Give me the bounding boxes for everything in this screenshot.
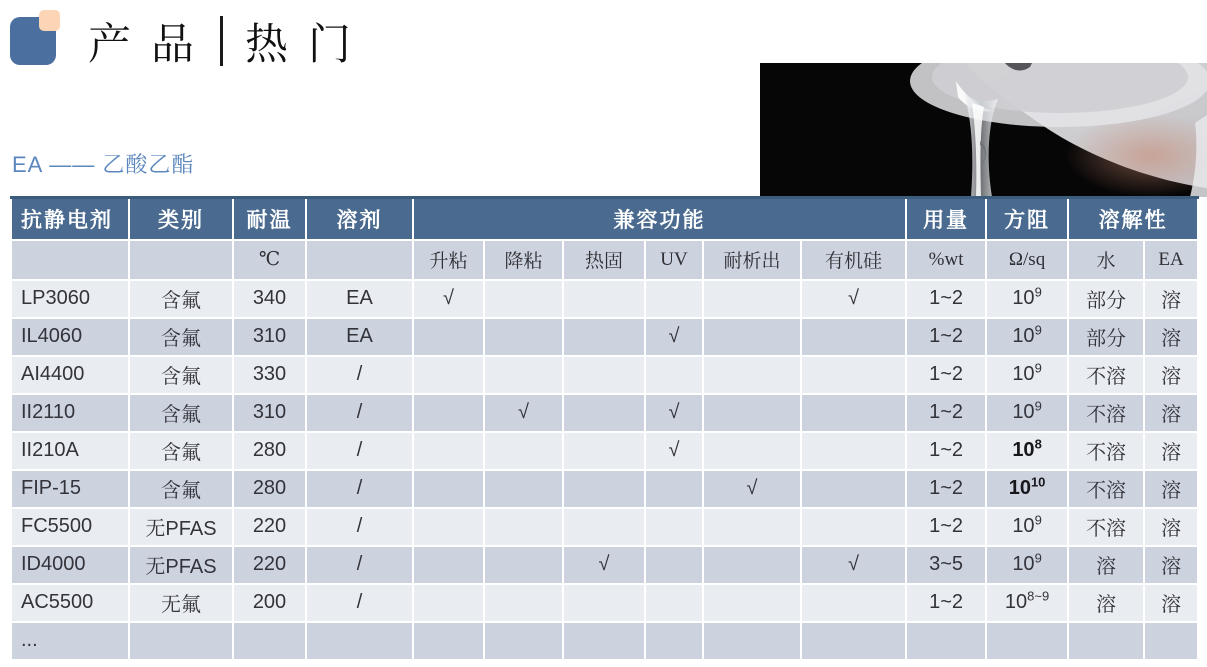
table-cell [645,584,703,622]
table-cell: 含氟 [129,432,233,470]
table-cell: 溶 [1144,546,1198,584]
table-cell [703,546,801,584]
table-cell: 1~2 [906,394,986,432]
table-cell: √ [563,546,645,584]
sub-header-cell: 有机硅 [801,240,906,280]
table-cell: FC5500 [11,508,129,546]
table-cell: 含氟 [129,318,233,356]
sub-header-cell [129,240,233,280]
sub-header-cell: %wt [906,240,986,280]
table-row [11,584,1198,622]
table-cell [233,622,306,660]
table-cell: AI4400 [11,356,129,394]
table-cell: ID4000 [11,546,129,584]
table-cell: / [306,470,413,508]
table-cell [645,356,703,394]
table-cell [484,356,563,394]
table-row [11,622,1198,660]
table-row [11,508,1198,546]
table-cell: / [306,584,413,622]
table-cell: 部分 [1068,280,1144,318]
table-cell: √ [645,432,703,470]
table-row [11,470,1198,508]
table-cell [645,546,703,584]
table-cell [703,508,801,546]
table-row [11,432,1198,470]
table-cell [801,318,906,356]
table-cell [1068,622,1144,660]
group-header-row [11,198,1198,240]
group-header-cell: 抗静电剂 [11,198,129,240]
table-cell [563,470,645,508]
table-cell [413,622,484,660]
table-cell: 部分 [1068,318,1144,356]
pouring-liquid-image [760,63,1207,197]
table-cell: 不溶 [1068,394,1144,432]
table-cell: 330 [233,356,306,394]
table-cell [645,280,703,318]
group-header-cell: 类别 [129,198,233,240]
table-cell: √ [703,470,801,508]
table-cell: / [306,546,413,584]
table-cell: 不溶 [1068,508,1144,546]
table-cell: 含氟 [129,394,233,432]
sub-header-row [11,240,1198,280]
table-cell: / [306,508,413,546]
page-title-right: 热门 [245,21,371,69]
table-cell [413,546,484,584]
table-cell [563,394,645,432]
table-cell [563,622,645,660]
table-cell: 溶 [1144,432,1198,470]
table-cell [563,432,645,470]
table-cell [801,508,906,546]
table-body [11,280,1198,660]
table-cell [703,394,801,432]
table-cell [484,432,563,470]
table-cell [413,470,484,508]
table-cell: √ [801,546,906,584]
table-cell: 220 [233,546,306,584]
table-cell [703,584,801,622]
page-header [10,10,371,72]
group-header-cell: 兼容功能 [413,198,906,240]
table-cell [986,622,1068,660]
table-row [11,318,1198,356]
table-cell [563,280,645,318]
product-table-container [10,196,1197,661]
table-cell: 340 [233,280,306,318]
product-table [10,196,1199,661]
table-cell [484,470,563,508]
table-cell [703,432,801,470]
table-cell: $10^9$ [986,318,1068,356]
table-cell: 1~2 [906,356,986,394]
sub-header-cell: Ω/sq [986,240,1068,280]
table-cell: 200 [233,584,306,622]
logo-peach-square [39,10,60,31]
table-cell: 无PFAS [129,546,233,584]
table-cell: $10^8$ [986,432,1068,470]
sub-header-cell: UV [645,240,703,280]
table-cell [484,508,563,546]
table-cell: √ [801,280,906,318]
table-cell: 溶 [1144,356,1198,394]
table-cell [484,622,563,660]
table-cell: IL4060 [11,318,129,356]
table-cell: √ [413,280,484,318]
table-cell: 1~2 [906,432,986,470]
table-cell: 1~2 [906,318,986,356]
table-cell: / [306,356,413,394]
table-cell: $10^9$ [986,356,1068,394]
product-photo [760,63,1207,197]
table-cell: II210A [11,432,129,470]
table-cell [703,622,801,660]
table-cell [645,622,703,660]
table-cell: 220 [233,508,306,546]
table-cell [484,280,563,318]
table-cell: 3~5 [906,546,986,584]
sub-header-cell: 热固 [563,240,645,280]
table-cell [645,470,703,508]
sub-header-cell [306,240,413,280]
table-cell: 无PFAS [129,508,233,546]
table-cell: 溶 [1144,318,1198,356]
table-cell: / [306,394,413,432]
table-cell: $10^{8\sim 9}$ [986,584,1068,622]
table-head [11,198,1198,280]
table-cell: ... [11,622,129,660]
table-cell [484,318,563,356]
sub-header-cell: EA [1144,240,1198,280]
table-cell [1144,622,1198,660]
table-cell [801,356,906,394]
table-cell [703,280,801,318]
sub-header-cell: 水 [1068,240,1144,280]
table-cell: 无氟 [129,584,233,622]
table-cell: EA [306,318,413,356]
table-row [11,394,1198,432]
table-cell: 1~2 [906,508,986,546]
section-subtitle: EA —— 乙酸乙酯 [12,152,195,177]
table-cell: AC5500 [11,584,129,622]
sub-header-cell [11,240,129,280]
table-cell [801,622,906,660]
table-cell [645,508,703,546]
table-cell: 1~2 [906,280,986,318]
table-cell: $10^9$ [986,280,1068,318]
group-header-cell: 耐温 [233,198,306,240]
table-cell: LP3060 [11,280,129,318]
sub-header-cell: ℃ [233,240,306,280]
table-cell: 不溶 [1068,356,1144,394]
group-header-cell: 用量 [906,198,986,240]
table-cell: $10^{10}$ [986,470,1068,508]
table-cell: $10^9$ [986,546,1068,584]
table-cell: 不溶 [1068,432,1144,470]
table-cell [563,318,645,356]
group-header-cell: 溶解性 [1068,198,1198,240]
table-cell: 280 [233,470,306,508]
table-cell: FIP-15 [11,470,129,508]
table-cell [563,356,645,394]
table-cell [563,508,645,546]
table-cell [563,584,645,622]
table-cell: II2110 [11,394,129,432]
table-cell [801,432,906,470]
sub-header-cell: 降粘 [484,240,563,280]
table-cell: 溶 [1144,470,1198,508]
table-cell [413,508,484,546]
table-cell [484,546,563,584]
table-cell: 含氟 [129,470,233,508]
group-header-cell: 方阻 [986,198,1068,240]
table-cell: 溶 [1144,508,1198,546]
sub-header-cell: 耐析出 [703,240,801,280]
table-cell: / [306,432,413,470]
table-cell [703,356,801,394]
table-cell [306,622,413,660]
table-cell: 310 [233,318,306,356]
table-cell: 不溶 [1068,470,1144,508]
table-cell: √ [645,394,703,432]
table-cell: 含氟 [129,356,233,394]
page-title [88,11,371,72]
table-row [11,280,1198,318]
table-cell [801,394,906,432]
table-cell [801,470,906,508]
table-cell: 310 [233,394,306,432]
table-row [11,546,1198,584]
table-cell [413,432,484,470]
table-cell: 溶 [1144,280,1198,318]
table-cell: $10^9$ [986,508,1068,546]
logo-icon [10,10,72,72]
table-row [11,356,1198,394]
table-cell: $10^9$ [986,394,1068,432]
page-title-left: 产品 [88,21,214,69]
table-cell: 含氟 [129,280,233,318]
table-cell: √ [645,318,703,356]
table-cell [484,584,563,622]
table-cell [129,622,233,660]
table-cell [906,622,986,660]
table-cell [801,584,906,622]
table-cell: 1~2 [906,584,986,622]
table-cell: 溶 [1144,394,1198,432]
table-cell: 280 [233,432,306,470]
table-cell: 溶 [1068,546,1144,584]
title-separator [220,16,223,66]
table-cell [413,318,484,356]
table-cell: 溶 [1068,584,1144,622]
group-header-cell: 溶剂 [306,198,413,240]
table-cell [413,356,484,394]
table-cell: EA [306,280,413,318]
table-cell [703,318,801,356]
table-cell [413,584,484,622]
table-cell: 1~2 [906,470,986,508]
sub-header-cell: 升粘 [413,240,484,280]
table-cell: 溶 [1144,584,1198,622]
table-cell [413,394,484,432]
table-cell: √ [484,394,563,432]
